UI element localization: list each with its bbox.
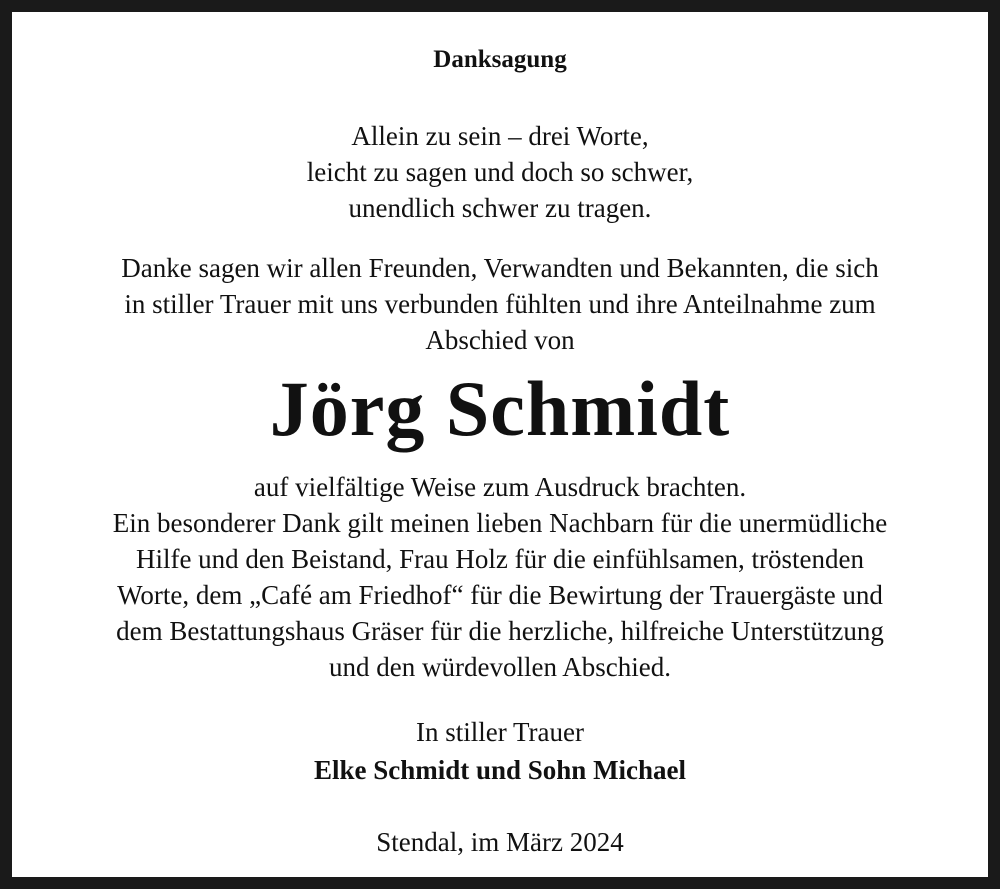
notice-heading: Danksagung: [433, 46, 567, 73]
deceased-name: Jörg Schmidt: [269, 365, 731, 452]
intro-line: in stiller Trauer mit uns verbunden fühlten und ihre Anteilnahme zum: [124, 289, 876, 319]
closing-phrase: In stiller Trauer: [416, 717, 584, 747]
intro-paragraph: [12, 250, 988, 358]
body-line: auf vielfältige Weise zum Ausdruck brachten.: [253, 472, 747, 502]
poem-line: Allein zu sein – drei Worte,: [351, 121, 649, 151]
body-line: Ein besonderer Dank gilt meinen lieben Nachbarn für die unermüdliche: [112, 508, 888, 538]
body-line: Worte, dem „Café am Friedhof“ für die Bewirtung der Trauergäste und: [117, 580, 883, 610]
body-line: dem Bestattungshaus Gräser für die herzliche, hilfreiche Unterstützung: [116, 616, 884, 646]
place-date: Stendal, im März 2024: [376, 827, 624, 857]
poem-line: leicht zu sagen und doch so schwer,: [306, 157, 694, 187]
poem-line: unendlich schwer zu tragen.: [348, 193, 652, 223]
body-line: und den würdevollen Abschied.: [329, 652, 671, 682]
signers: Elke Schmidt und Sohn Michael: [313, 755, 687, 785]
body-paragraph: [12, 469, 988, 685]
intro-line: Abschied von: [425, 325, 575, 355]
intro-line: Danke sagen wir allen Freunden, Verwandten und Bekannten, die sich: [121, 253, 879, 283]
body-line: Hilfe und den Beistand, Frau Holz für die einfühlsamen, tröstenden: [135, 544, 865, 574]
poem: [12, 118, 988, 226]
